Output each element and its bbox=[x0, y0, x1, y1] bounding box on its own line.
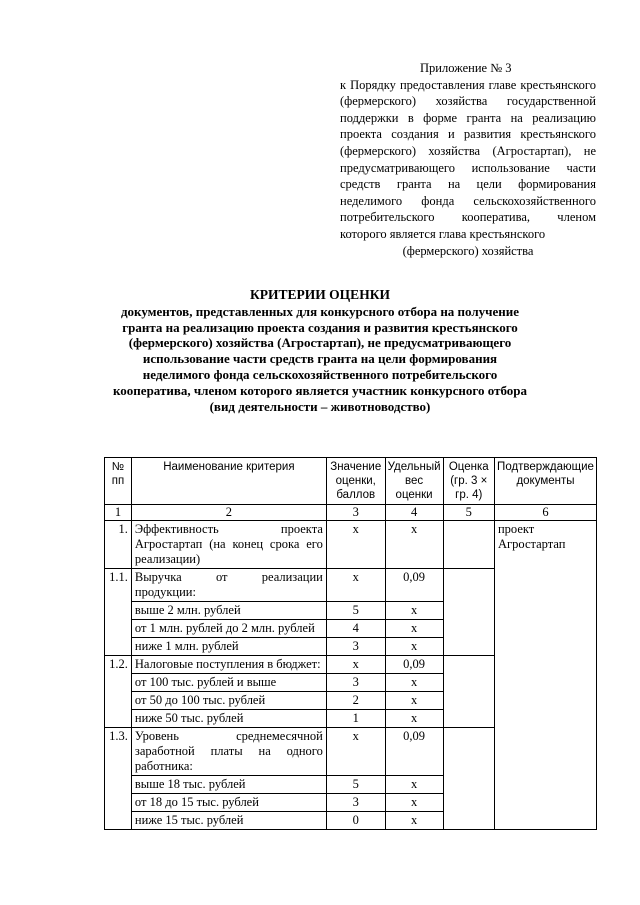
criterion-option: выше 18 тыс. рублей bbox=[131, 776, 326, 794]
score-value: 0 bbox=[326, 812, 385, 830]
criterion-name: Уровень среднемесячной заработной платы на одного работника: bbox=[131, 728, 326, 776]
weight-value: х bbox=[385, 620, 443, 638]
row-number: 1. bbox=[105, 521, 132, 569]
weight-value: 0,09 bbox=[385, 569, 443, 602]
supporting-documents: проект Агростартап bbox=[494, 521, 596, 830]
appendix-note bbox=[340, 60, 596, 259]
column-number: 3 bbox=[326, 505, 385, 521]
criterion-option: выше 2 млн. рублей bbox=[131, 602, 326, 620]
criterion-option: от 1 млн. рублей до 2 млн. рублей bbox=[131, 620, 326, 638]
header-cell: № пп bbox=[105, 458, 132, 505]
weight-value: х bbox=[385, 812, 443, 830]
weight-value: х bbox=[385, 794, 443, 812]
criterion-name: Налоговые поступления в бюджет: bbox=[131, 656, 326, 674]
title-subtitle: документов, представленных для конкурсного отбора на получение гранта на реализацию проекта создания и развития крестьянского (фермерского) хозяйства (Агростартап), не предусматривающего использование части средств гранта на цели формирования неделимого фонда сельскохозяйственного потребительского кооператива, членом которого является участник конкурсного отбора (вид деятельности – животноводство) bbox=[112, 303, 528, 414]
criterion-option: ниже 1 млн. рублей bbox=[131, 638, 326, 656]
criterion-option: от 100 тыс. рублей и выше bbox=[131, 674, 326, 692]
weight-value: 0,09 bbox=[385, 656, 443, 674]
score-value: 1 bbox=[326, 710, 385, 728]
header-cell: Наименование критерия bbox=[131, 458, 326, 505]
column-number: 1 bbox=[105, 505, 132, 521]
criterion-option: от 50 до 100 тыс. рублей bbox=[131, 692, 326, 710]
weight-value: х bbox=[385, 776, 443, 794]
criteria-table bbox=[104, 457, 597, 830]
score-value: 5 bbox=[326, 776, 385, 794]
score-value: 5 bbox=[326, 602, 385, 620]
weight-value: х bbox=[385, 638, 443, 656]
document-title bbox=[110, 287, 530, 414]
criterion-option: ниже 50 тыс. рублей bbox=[131, 710, 326, 728]
weight-value: 0,09 bbox=[385, 728, 443, 776]
column-number: 4 bbox=[385, 505, 443, 521]
score-value: 3 bbox=[326, 794, 385, 812]
score-result bbox=[443, 569, 494, 656]
row-number: 1.1. bbox=[105, 569, 132, 656]
weight-value: х bbox=[385, 692, 443, 710]
criterion-name: Выручка от реализации продукции: bbox=[131, 569, 326, 602]
appendix-heading: Приложение № 3 bbox=[420, 61, 512, 75]
score-result bbox=[443, 521, 494, 569]
score-value: 4 bbox=[326, 620, 385, 638]
weight-value: х bbox=[385, 674, 443, 692]
score-value: х bbox=[326, 728, 385, 776]
column-number: 5 bbox=[443, 505, 494, 521]
criterion-option: от 18 до 15 тыс. рублей bbox=[131, 794, 326, 812]
score-value: х bbox=[326, 569, 385, 602]
weight-value: х bbox=[385, 602, 443, 620]
table-row bbox=[105, 521, 597, 569]
score-value: 2 bbox=[326, 692, 385, 710]
header-cell: Подтверждающие документы bbox=[494, 458, 596, 505]
header-cell: Удельный вес оценки bbox=[385, 458, 443, 505]
score-value: 3 bbox=[326, 674, 385, 692]
appendix-text: к Порядку предоставления главе крестьянского (фермерского) хозяйства государственной поддержки в форме гранта на реализацию проекта создания и развития крестьянского (фермерского) хозяйства (Агростартап), не предусматривающего использование части средств гранта на цели формирования неделимого фонда сельскохозяйственного потребительского кооператива, членом которого является глава крестьянского bbox=[340, 77, 596, 241]
weight-value: х bbox=[385, 710, 443, 728]
score-value: х bbox=[326, 656, 385, 674]
appendix-text-end: (фермерского) хозяйства bbox=[402, 243, 534, 258]
row-number: 1.2. bbox=[105, 656, 132, 728]
title-main: КРИТЕРИИ ОЦЕНКИ bbox=[250, 287, 390, 302]
header-cell: Значение оценки, баллов bbox=[326, 458, 385, 505]
column-number: 2 bbox=[131, 505, 326, 521]
score-value: 3 bbox=[326, 638, 385, 656]
column-number-row bbox=[105, 505, 597, 521]
header-cell: Оценка (гр. 3 × гр. 4) bbox=[443, 458, 494, 505]
criterion-name: Эффективность проекта Агростартап (на конец срока его реализации) bbox=[131, 521, 326, 569]
row-number: 1.3. bbox=[105, 728, 132, 830]
weight-value: х bbox=[385, 521, 443, 569]
table-header-row bbox=[105, 458, 597, 505]
score-result bbox=[443, 656, 494, 728]
column-number: 6 bbox=[494, 505, 596, 521]
criterion-option: ниже 15 тыс. рублей bbox=[131, 812, 326, 830]
score-result bbox=[443, 728, 494, 830]
score-value: х bbox=[326, 521, 385, 569]
